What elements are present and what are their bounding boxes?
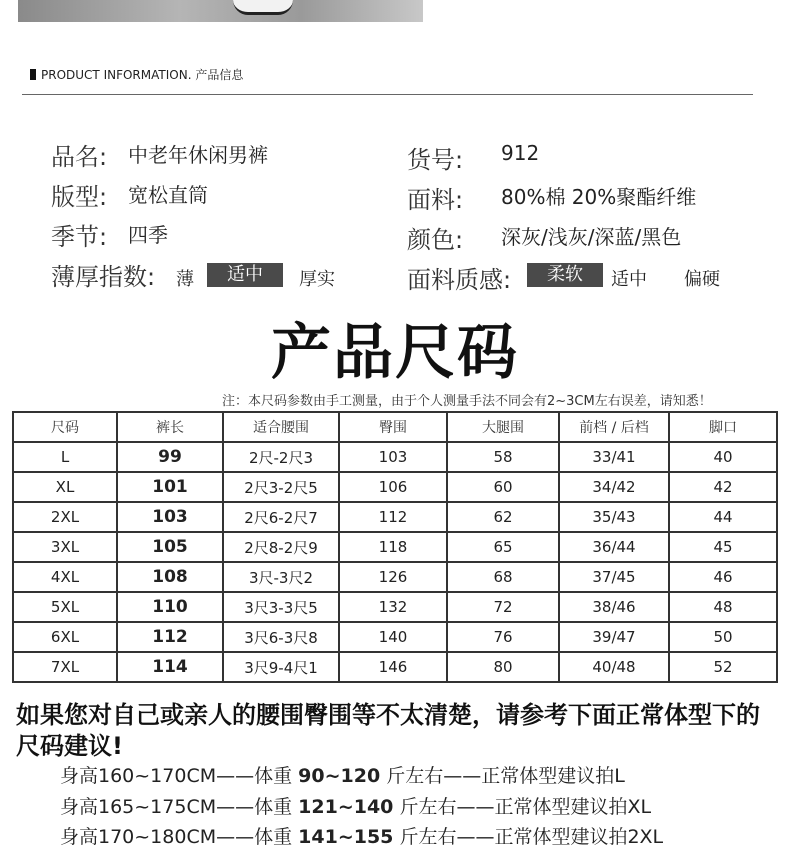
table-cell: 62 [447,502,559,532]
item-no-value: 912 [501,141,540,165]
feel-option-medium: 适中 [611,269,647,290]
measurement-note: 注：本尺码参数由手工测量，由于个人测量手法不同会有2~3CM左右误差，请知悉！ [222,394,712,409]
thickness-option-thin: 薄 [176,269,194,290]
table-cell: 5XL [13,592,117,622]
rec-height: 身高160~170CM——体重 [60,765,299,787]
table-cell: 39/47 [559,622,669,652]
feel-option-soft-selected: 柔软 [527,263,603,287]
recommendation-title: 如果您对自己或亲人的腰围臀围等不太清楚，请参考下面正常体型下的尺码建议! [16,701,760,760]
table-cell: 3尺-3尺2 [223,562,339,592]
table-cell: 106 [339,472,447,502]
section-divider [22,94,753,95]
table-cell: 80 [447,652,559,682]
column-header: 臀围 [339,412,447,442]
table-cell: 60 [447,472,559,502]
table-cell: 40/48 [559,652,669,682]
recommendation-line [60,792,651,819]
table-cell: 58 [447,442,559,472]
table-cell: 132 [339,592,447,622]
table-cell: 48 [669,592,777,622]
table-cell: 37/45 [559,562,669,592]
table-cell: XL [13,472,117,502]
table-cell: 3尺6-3尺8 [223,622,339,652]
rec-rest: 斤左右——正常体型建议拍XL [393,796,652,818]
table-row [13,472,777,502]
table-header-row [13,412,777,442]
table-cell: 6XL [13,622,117,652]
table-cell: 112 [339,502,447,532]
column-header: 前档 / 后档 [559,412,669,442]
table-row [13,502,777,532]
season-label: 季节: [51,223,108,251]
table-cell: 45 [669,532,777,562]
fabric-label: 面料: [407,186,464,214]
table-cell: 101 [117,472,223,502]
color-value: 深灰/浅灰/深蓝/黑色 [501,225,682,249]
table-cell: 140 [339,622,447,652]
rec-weight: 90~120 [298,765,381,787]
table-cell: 103 [339,442,447,472]
table-cell: 126 [339,562,447,592]
table-cell: 105 [117,532,223,562]
table-row [13,622,777,652]
rec-height: 身高170~180CM——体重 [60,826,299,848]
item-no-label: 货号: [407,146,464,174]
table-cell: 35/43 [559,502,669,532]
table-cell: 112 [117,622,223,652]
season-value: 四季 [128,223,168,247]
column-header: 裤长 [117,412,223,442]
heading-bar-icon [30,69,36,80]
table-cell: 146 [339,652,447,682]
table-cell: 3尺9-4尺1 [223,652,339,682]
rec-rest: 斤左右——正常体型建议拍L [380,765,625,787]
table-cell: 103 [117,502,223,532]
rec-weight: 141~155 [298,826,394,848]
table-row [13,442,777,472]
table-cell: 2XL [13,502,117,532]
thickness-label: 薄厚指数: [51,263,156,291]
color-label: 颜色: [407,226,464,254]
table-cell: 110 [117,592,223,622]
rec-weight: 121~140 [298,796,394,818]
section-heading [30,66,243,83]
column-header: 尺码 [13,412,117,442]
table-cell: 3尺3-3尺5 [223,592,339,622]
feel-label: 面料质感: [407,266,512,294]
product-photo-strip [18,0,423,22]
column-header: 大腿围 [447,412,559,442]
table-cell: 68 [447,562,559,592]
thickness-option-thick: 厚实 [299,269,335,290]
table-cell: 76 [447,622,559,652]
table-cell: 4XL [13,562,117,592]
table-cell: 36/44 [559,532,669,562]
table-cell: 2尺-2尺3 [223,442,339,472]
fit-value: 宽松直筒 [128,183,208,207]
table-cell: 108 [117,562,223,592]
fit-label: 版型: [51,183,108,211]
table-cell: 114 [117,652,223,682]
rec-rest: 斤左右——正常体型建议拍2XL [393,826,664,848]
recommendation-line [60,822,663,849]
fabric-value: 80%棉 20%聚酯纤维 [501,185,697,209]
table-cell: 99 [117,442,223,472]
table-cell: 3XL [13,532,117,562]
column-header: 适合腰围 [223,412,339,442]
table-cell: 72 [447,592,559,622]
thickness-option-medium-selected: 适中 [207,263,283,287]
size-table [12,411,778,683]
table-cell: 42 [669,472,777,502]
rec-height: 身高165~175CM——体重 [60,796,299,818]
name-value: 中老年休闲男裤 [128,143,268,167]
section-heading-text: PRODUCT INFORMATION. 产品信息 [41,68,244,82]
table-cell: 44 [669,502,777,532]
table-cell: 2尺3-2尺5 [223,472,339,502]
table-cell: 46 [669,562,777,592]
shoe-image [233,0,293,15]
table-cell: 34/42 [559,472,669,502]
table-cell: 33/41 [559,442,669,472]
table-row [13,562,777,592]
table-cell: 40 [669,442,777,472]
size-chart-title: 产品尺码 [271,318,519,388]
table-cell: 50 [669,622,777,652]
recommendation-line [60,761,625,788]
feel-option-hard: 偏硬 [684,269,720,290]
table-cell: 65 [447,532,559,562]
table-cell: 7XL [13,652,117,682]
table-cell: 2尺8-2尺9 [223,532,339,562]
table-cell: 2尺6-2尺7 [223,502,339,532]
column-header: 脚口 [669,412,777,442]
name-label: 品名: [51,143,108,171]
table-cell: 52 [669,652,777,682]
table-row [13,592,777,622]
table-row [13,532,777,562]
table-cell: 38/46 [559,592,669,622]
table-cell: 118 [339,532,447,562]
table-cell: L [13,442,117,472]
table-row [13,652,777,682]
